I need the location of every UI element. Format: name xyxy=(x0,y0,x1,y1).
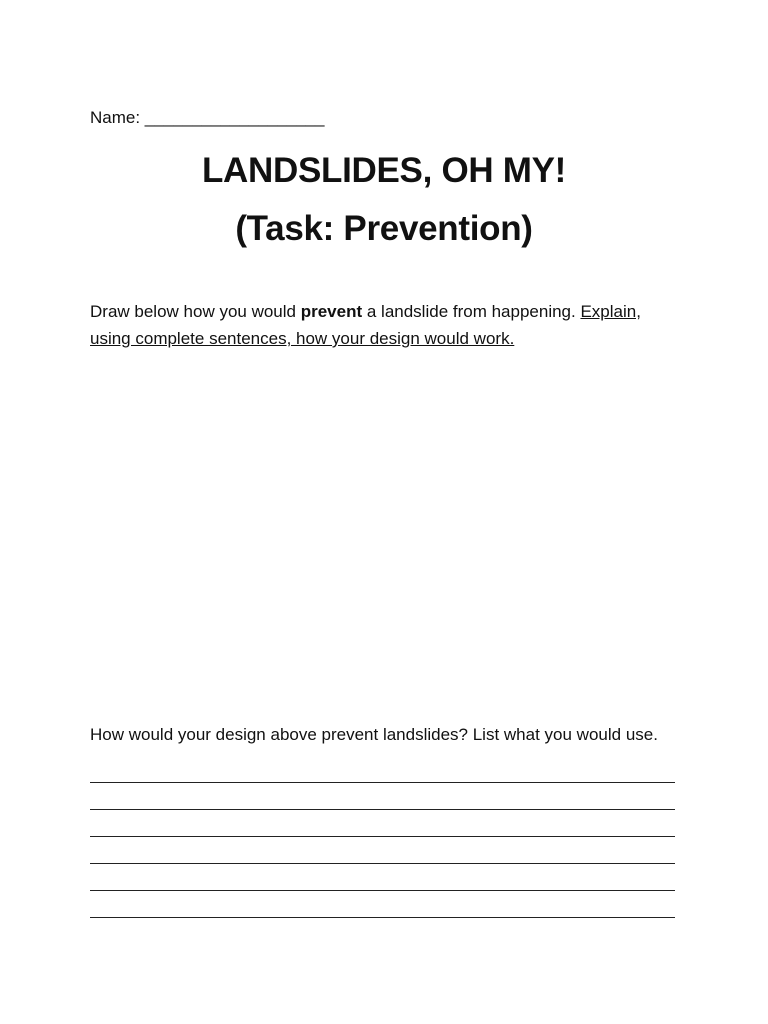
answer-line[interactable] xyxy=(90,837,675,864)
instructions-text-part1: Draw below how you would xyxy=(90,302,301,321)
answer-line[interactable] xyxy=(90,783,675,810)
worksheet-title: LANDSLIDES, OH MY! xyxy=(201,151,567,190)
answer-lines xyxy=(90,762,675,918)
instructions-text-part2: a landslide from happening. xyxy=(362,302,581,321)
answer-line[interactable] xyxy=(90,864,675,891)
answer-line[interactable] xyxy=(90,891,675,918)
name-field-label: Name: ___________________ xyxy=(90,108,325,127)
instructions-bold-word: prevent xyxy=(300,302,363,321)
instructions-underlined-text: Explain, using complete sentences, how your design would work. xyxy=(90,302,641,348)
worksheet-subtitle: (Task: Prevention) xyxy=(235,209,533,248)
drawing-area[interactable] xyxy=(90,360,680,700)
answer-line[interactable] xyxy=(90,762,675,783)
drawing-instructions xyxy=(90,298,680,352)
design-question: How would your design above prevent landslides? List what you would use. xyxy=(90,725,658,744)
answer-line[interactable] xyxy=(90,810,675,837)
